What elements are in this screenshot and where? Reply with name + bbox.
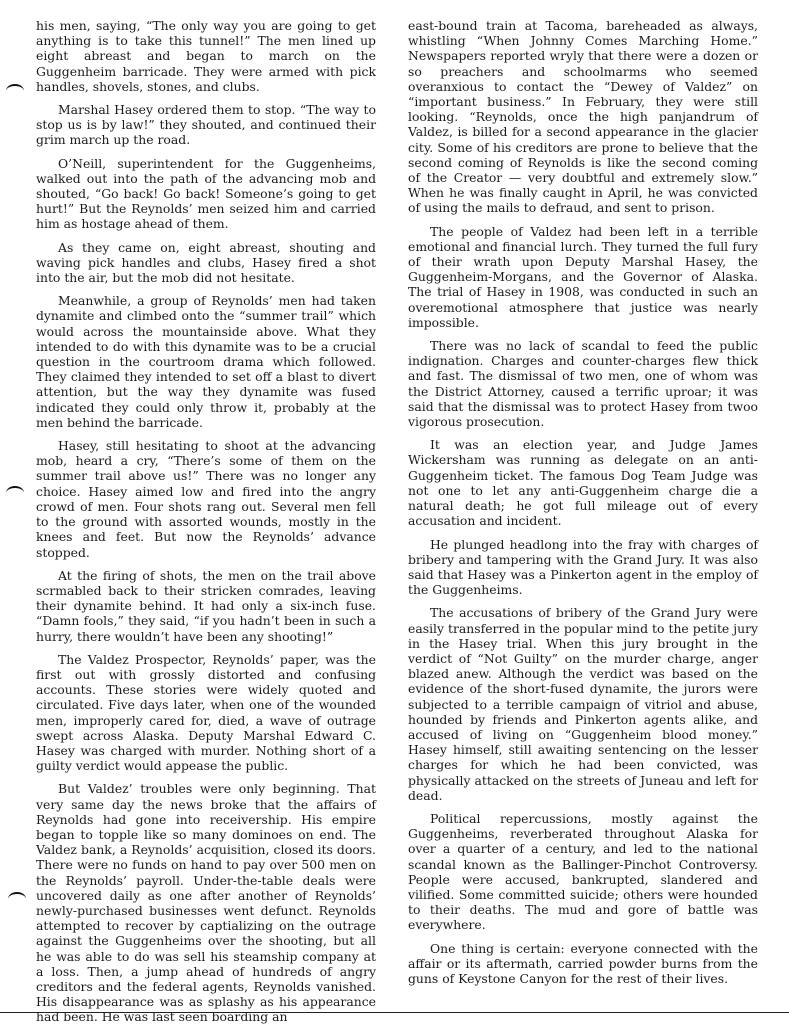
margin-hole-mark — [8, 892, 26, 906]
paragraph: The Valdez Prospector, Reynolds’ paper, was the first out with grossly distorted and confusing accounts. These stories were widely quoted and circulated. Five days later, when one of the wounded men, improperly cared for, died, a wave of outrage swept across Alaska. Deputy Marshal Edward C. Hasey was charged with murder. Nothing short of a guilty verdict would appease the public. — [36, 651, 376, 774]
left-column — [36, 18, 376, 1033]
paragraph: But Valdez’ troubles were only beginning. That very same day the news broke that the affairs of Reynolds had gone into receivership. His empire began to topple like so many dominoes on end. The Valdez bank, a Reynolds’ acquisition, closed its doors. There were no funds on hand to pay over 500 men on the Reynolds’ payroll. Under-the-table deals were uncovered daily as one after another of Reynolds’ newly-purchased businesses went defunct. Reynolds attempted to recover by captializing on the outrage against the Guggenheims over the shooting, but all he was able to do was sell his steamship company at a loss. Then, a jump ahead of hundreds of angry creditors and the federal agents, Reynolds vanished. His disappearance was as splashy as his appearance had been. He was last seen boarding an — [36, 781, 376, 1025]
paragraph: At the firing of shots, the men on the trail above scrmabled back to their stricken comrades, leaving their dynamite behind. It had only a six-inch fuse. “Damn fools,” they said, “if you hadn’t been in such a hurry, there wouldn’t have been any shooting!” — [36, 567, 376, 644]
paragraph: The people of Valdez had been left in a terrible emotional and financial lurch. They turned the full fury of their wrath upon Deputy Marshal Hasey, the Guggenheim-Morgans, and the Governor of Alaska. The trial of Hasey in 1908, was conducted in such an overemotional atmosphere that justice was nearly impossible. — [408, 223, 758, 330]
paragraph: east-bound train at Tacoma, bareheaded as always, whistling “When Johnny Comes Marching Home.” Newspapers reported wryly that there were a dozen or so preachers and schoolmarms who seemed overanxious to contact the “Dewey of Valdez” on “important business.” In February, they were still looking. “Reynolds, once the high panjandrum of Valdez, is billed for a second appearance in the glacier city. Some of his creditors are prone to believe that the second coming of Reynolds is like the second coming of the Creator — very doubtful and extremely slow.” When he was finally caught in April, he was convicted of using the mails to defraud, and sent to prison. — [408, 18, 758, 216]
paragraph: It was an election year, and Judge James Wickersham was running as delegate on an anti-Guggenheim ticket. The famous Dog Team Judge was not one to let any anti-Guggenheim charge die a natural death; he got full mileage out of every accusation and incident. — [408, 437, 758, 529]
paragraph: The accusations of bribery of the Grand Jury were easily transferred in the popular mind to the petite jury in the Hasey trial. When this jury brought in the verdict of “Not Guilty” on the murder charge, anger blazed anew. Although the verdict was based on the evidence of the short-fused dynamite, the jurors were subjected to a terrible campaign of vitriol and abuse, hounded by friends and Pinkerton agents alike, and accused of living on “Guggenheim blood money.” Hasey himself, still awaiting sentencing on the lesser charges for which he had been convicted, was physically attacked on the streets of Juneau and left for dead. — [408, 605, 758, 803]
paragraph: his men, saying, “The only way you are going to get anything is to take this tunnel!” The men lined up eight abreast and began to march on the Guggenheim barricade. They were armed with pick handles, shovels, stones, and clubs. — [36, 18, 376, 94]
paragraph: As they came on, eight abreast, shouting and waving pick handles and clubs, Hasey fired a shot into the air, but the mob did not hesitate. — [36, 239, 376, 286]
right-column — [408, 18, 758, 994]
paragraph: Hasey, still hesitating to shoot at the advancing mob, heard a cry, “There’s some of them on the summer trail above us!” There was no longer any choice. Hasey aimed low and fired into the angry crowd of men. Four shots rang out. Several men fell to the ground with assorted wounds, mostly in the knees and feet. But now the Reynolds’ advance stopped. — [36, 438, 376, 560]
margin-hole-mark — [6, 486, 24, 500]
margin-hole-mark — [6, 84, 24, 98]
paragraph: O’Neill, superintendent for the Guggenheims, walked out into the path of the advancing mob and shouted, “Go back! Go back! Someone’s going to get hurt!” But the Reynolds’ men seized him and carried him as hostage ahead of them. — [36, 155, 376, 232]
bottom-rule — [0, 1012, 789, 1013]
paragraph: He plunged headlong into the fray with charges of bribery and tampering with the Grand Jury. It was also said that Hasey was a Pinkerton agent in the employ of the Guggenheims. — [408, 536, 758, 598]
paragraph: Meanwhile, a group of Reynolds’ men had taken dynamite and climbed onto the “summer trail” which would across the mountainside above. What they intended to do with this dynamite was to be a crucial question in the courtroom drama which followed. They claimed they intended to set off a blast to divert attention, but the way they dynamite was fused indicated they could only throw it, probably at the men behind the barricade. — [36, 293, 376, 430]
paragraph: Political repercussions, mostly against the Guggenheims, reverberated throughout Alaska for over a quarter of a century, and led to the national scandal known as the Ballinger-Pinchot Controversy. People were accused, bankrupted, slandered and vilified. Some committed suicide; others were hounded to their deaths. The mud and gore of battle was everywhere. — [408, 810, 758, 933]
paragraph: There was no lack of scandal to feed the public indignation. Charges and counter-charges flew thick and fast. The dismissal of two men, one of whom was the District Attorney, caused a terrific uproar; it was said that the dismissal was to protect Hasey from twoo vigorous prosecution. — [408, 338, 758, 430]
paragraph: One thing is certain: everyone connected with the affair or its aftermath, carried powder burns from the guns of Keystone Canyon for the rest of their lives. — [408, 940, 758, 986]
paragraph: Marshal Hasey ordered them to stop. “The way to stop us is by law!” they shouted, and continued their grim march up the road. — [36, 102, 376, 148]
